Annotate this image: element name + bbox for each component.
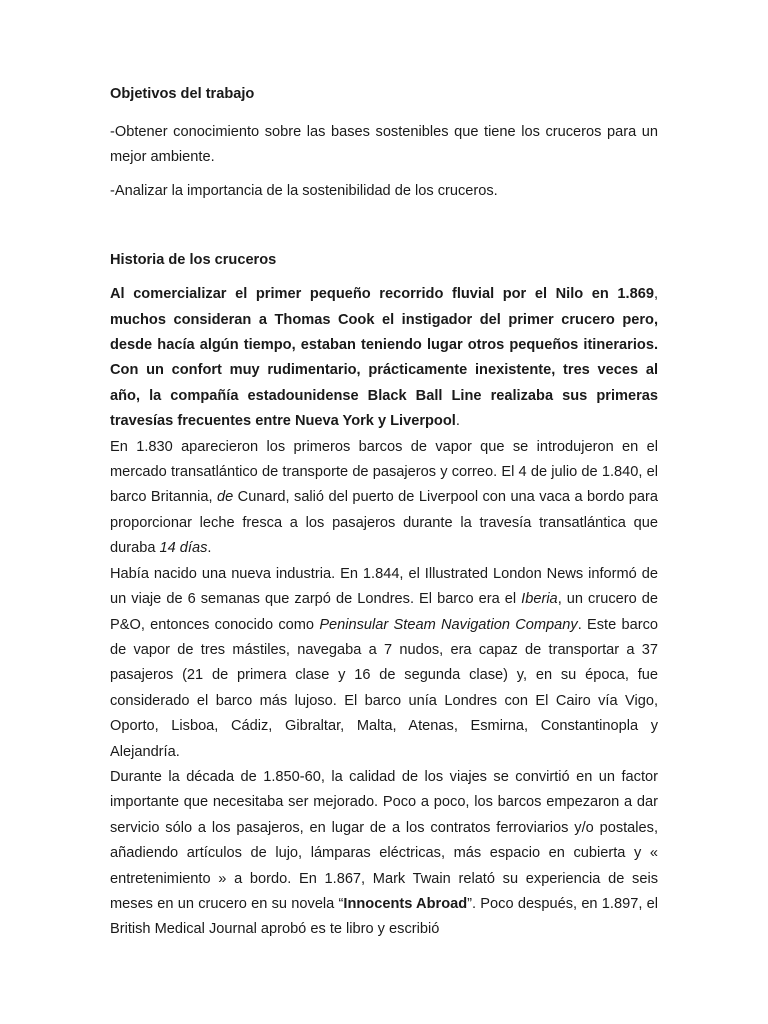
text-run: . Este barco de vapor de tres mástiles, navegaba a 7 nudos, era capaz de transportar a 37 pasajeros (21 de primera clase y 16 de segunda clase) y, en su época, fue considerado el barco más lujoso. El barco unía Londres con El Cairo vía Vigo, Oporto, Lisboa, Cádiz, Gibraltar, Malta, Atenas, Esmirna, Constantinopla y Alejandría. [110, 616, 658, 760]
italic-text: de [217, 489, 234, 506]
bold-text: Al comercializar el primer pequeño recorrido fluvial por el Nilo en 1.869 [110, 286, 654, 303]
italic-text: 14 días [159, 540, 208, 557]
history-text [110, 282, 658, 943]
paragraph [110, 765, 658, 943]
plain-text: . [455, 413, 460, 430]
text-run: Cunard, salió del puerto de Liverpool con una vaca a bordo para proporcionar leche fresca a los pasajeros durante la travesía transatlántica que duraba [110, 489, 658, 557]
section-title-history: Historia de los cruceros [110, 252, 277, 269]
objective-item: -Obtener conocimiento sobre las bases sostenibles que tiene los cruceros para un mejor ambiente. [110, 124, 658, 166]
italic-text: Peninsular Steam Navigation Company [319, 616, 578, 633]
document-body [110, 84, 658, 943]
paragraph [110, 282, 658, 434]
text-run: Durante la década de 1.850-60, la calidad de los viajes se convirtió en un factor importante que necesitaba ser mejorado. Poco a poco, los barcos empezaron a dar servicio sólo a los pasajeros, en lugar de a los contratos ferroviarios y/o postales, añadiendo artículos de lujo, lámparas eléctricas, más espacio en cubierta y « entretenimiento » a bordo. En 1.867, Mark Twain relató su experiencia de seis meses en un crucero en su novela “ [110, 768, 658, 912]
text-run: Había nacido una nueva industria. En 1.844, el Illustrated London News informó de un viaje de 6 semanas que zarpó de Londres. El barco era el [110, 565, 658, 608]
italic-text: Iberia [521, 591, 558, 608]
section-title-objectives: Objetivos del trabajo [110, 86, 255, 102]
bold-text: Innocents Abroad [343, 895, 468, 912]
plain-text: , [653, 286, 658, 303]
objective-item: -Analizar la importancia de la sostenibilidad de los cruceros. [110, 182, 498, 199]
text-run: En 1.830 aparecieron los primeros barcos de vapor que se introdujeron en el mercado transatlántico de transporte de pasajeros y correo. El 4 de julio de 1.840, el barco Britannia, [110, 438, 658, 506]
bold-text: muchos consideran a Thomas Cook el instigador del primer crucero pero, desde hacía algún tiempo, estaban teniendo lugar otros pequeños itinerarios. Con un confort muy rudimentario, prácticamente inexistente, tres veces al año, la compañía estadounidense Black Ball Line realizaba sus primeras travesías frecuentes entre Nueva York y Liverpool [110, 311, 658, 430]
paragraph [110, 562, 658, 765]
text-run: , un crucero de P&O, entonces conocido como [110, 591, 658, 633]
text-run: ”. Poco después, en 1.897, el British Medical Journal aprobó es te libro y escribió [110, 895, 658, 938]
paragraph [110, 435, 658, 562]
text-run: . [207, 540, 212, 557]
